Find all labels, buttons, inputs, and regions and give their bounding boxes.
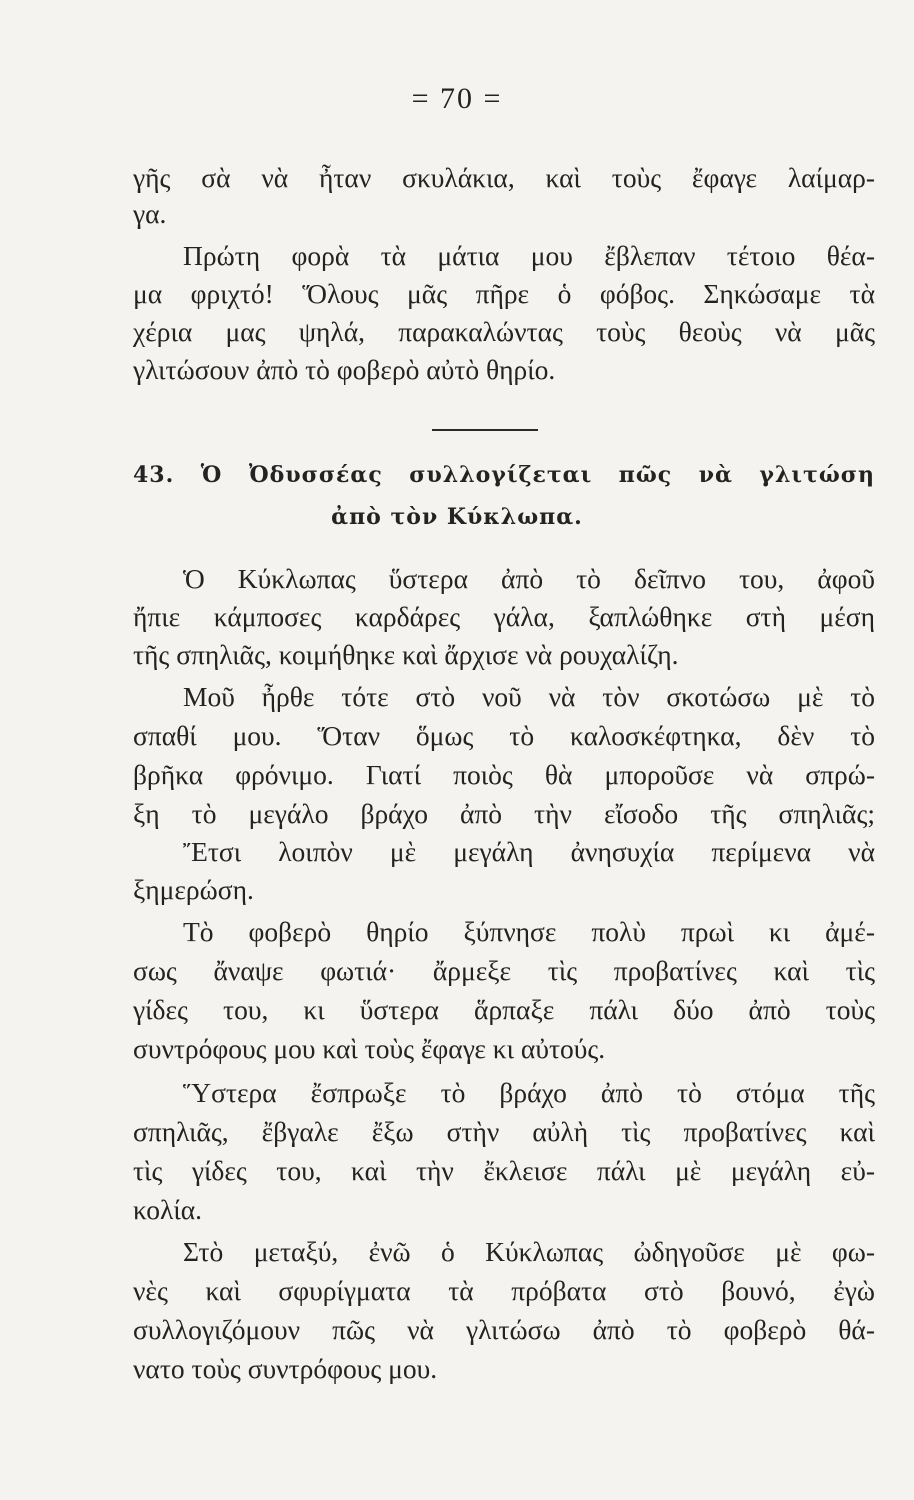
- section-heading-line2: ἀπὸ τὸν Κύκλωπα.: [331, 504, 583, 530]
- text-line: βρῆκα φρόνιμο. Γιατί ποιὸς θὰ μποροῦσε νὰ σπρώ-: [133, 759, 875, 790]
- text-line: γα.: [133, 198, 167, 229]
- text-line: νατο τοὺς συντρόφους μου.: [133, 1353, 438, 1384]
- text-line: Στὸ μεταξύ, ἐνῶ ὁ Κύκλωπας ὠδηγοῦσε μὲ φω-: [183, 1236, 875, 1267]
- text-line: σπαθί μου. Ὅταν ὅμως τὸ καλοσκέφτηκα, δὲν τὸ: [133, 720, 875, 751]
- text-line: γλιτώσουν ἀπὸ τὸ φοβερὸ αὐτὸ θηρίο.: [133, 354, 556, 385]
- text-line: Τὸ φοβερὸ θηρίο ξύπνησε πολὺ πρωὶ κι ἀμέ-: [183, 916, 875, 947]
- text-line: Μοῦ ἦρθε τότε στὸ νοῦ νὰ τὸν σκοτώσω μὲ τὸ: [183, 681, 875, 712]
- text-line: σπηλιᾶς, ἔβγαλε ἔξω στὴν αὐλὴ τὶς προβατίνες καὶ: [133, 1116, 875, 1147]
- text-line: Ἔτσι λοιπὸν μὲ μεγάλη ἀνησυχία περίμενα νὰ: [183, 836, 875, 867]
- text-line: κολία.: [133, 1194, 203, 1225]
- text-line: νὲς καὶ σφυρίγματα τὰ πρόβατα στὸ βουνό, ἐγὼ: [133, 1275, 875, 1306]
- text-line: ἤπιε κάμποσες καρδάρες γάλα, ξαπλώθηκε στὴ μέση: [133, 601, 875, 632]
- text-line: ξη τὸ μεγάλο βράχο ἀπὸ τὴν εἴσοδο τῆς σπηλιᾶς;: [133, 798, 875, 829]
- text-line: τὶς γίδες του, καὶ τὴν ἔκλεισε πάλι μὲ μεγάλη εὐ-: [133, 1155, 875, 1186]
- text-line: μα φριχτό! Ὅλους μᾶς πῆρε ὁ φόβος. Σηκώσαμε τὰ: [133, 278, 875, 309]
- text-line: τῆς σπηλιᾶς, κοιμήθηκε καὶ ἄρχισε νὰ ρουχαλίζη.: [133, 639, 679, 670]
- text-line: σως ἄναψε φωτιά· ἄρμεξε τὶς προβατίνες καὶ τὶς: [133, 955, 875, 986]
- text-line: Ὁ Κύκλωπας ὕστερα ἀπὸ τὸ δεῖπνο του, ἀφοῦ: [183, 563, 875, 594]
- text-line: χέρια μας ψηλά, παρακαλώντας τοὺς θεοὺς νὰ μᾶς: [133, 316, 875, 347]
- section-heading-line1: 43. Ὁ Ὀδυσσέας συλλογίζεται πῶς νὰ γλιτώση: [133, 462, 875, 488]
- text-line: Ὕστερα ἔσπρωξε τὸ βράχο ἀπὸ τὸ στόμα τῆς: [183, 1077, 875, 1108]
- text-line: ξημερώση.: [133, 874, 254, 905]
- text-line: Πρώτη φορὰ τὰ μάτια μου ἔβλεπαν τέτοιο θέα-: [183, 240, 875, 271]
- text-line: γῆς σὰ νὰ ἦταν σκυλάκια, καὶ τοὺς ἔφαγε λαίμαρ-: [133, 162, 875, 193]
- text-line: συλλογιζόμουν πῶς νὰ γλιτώσω ἀπὸ τὸ φοβερὸ θά-: [133, 1314, 875, 1345]
- page-number: = 70 =: [411, 82, 503, 115]
- text-line: συντρόφους μου καὶ τοὺς ἔφαγε κι αὐτούς.: [133, 1033, 606, 1064]
- text-line: γίδες του, κι ὕστερα ἅρπαξε πάλι δύο ἀπὸ τοὺς: [133, 994, 875, 1025]
- section-divider: [432, 429, 538, 431]
